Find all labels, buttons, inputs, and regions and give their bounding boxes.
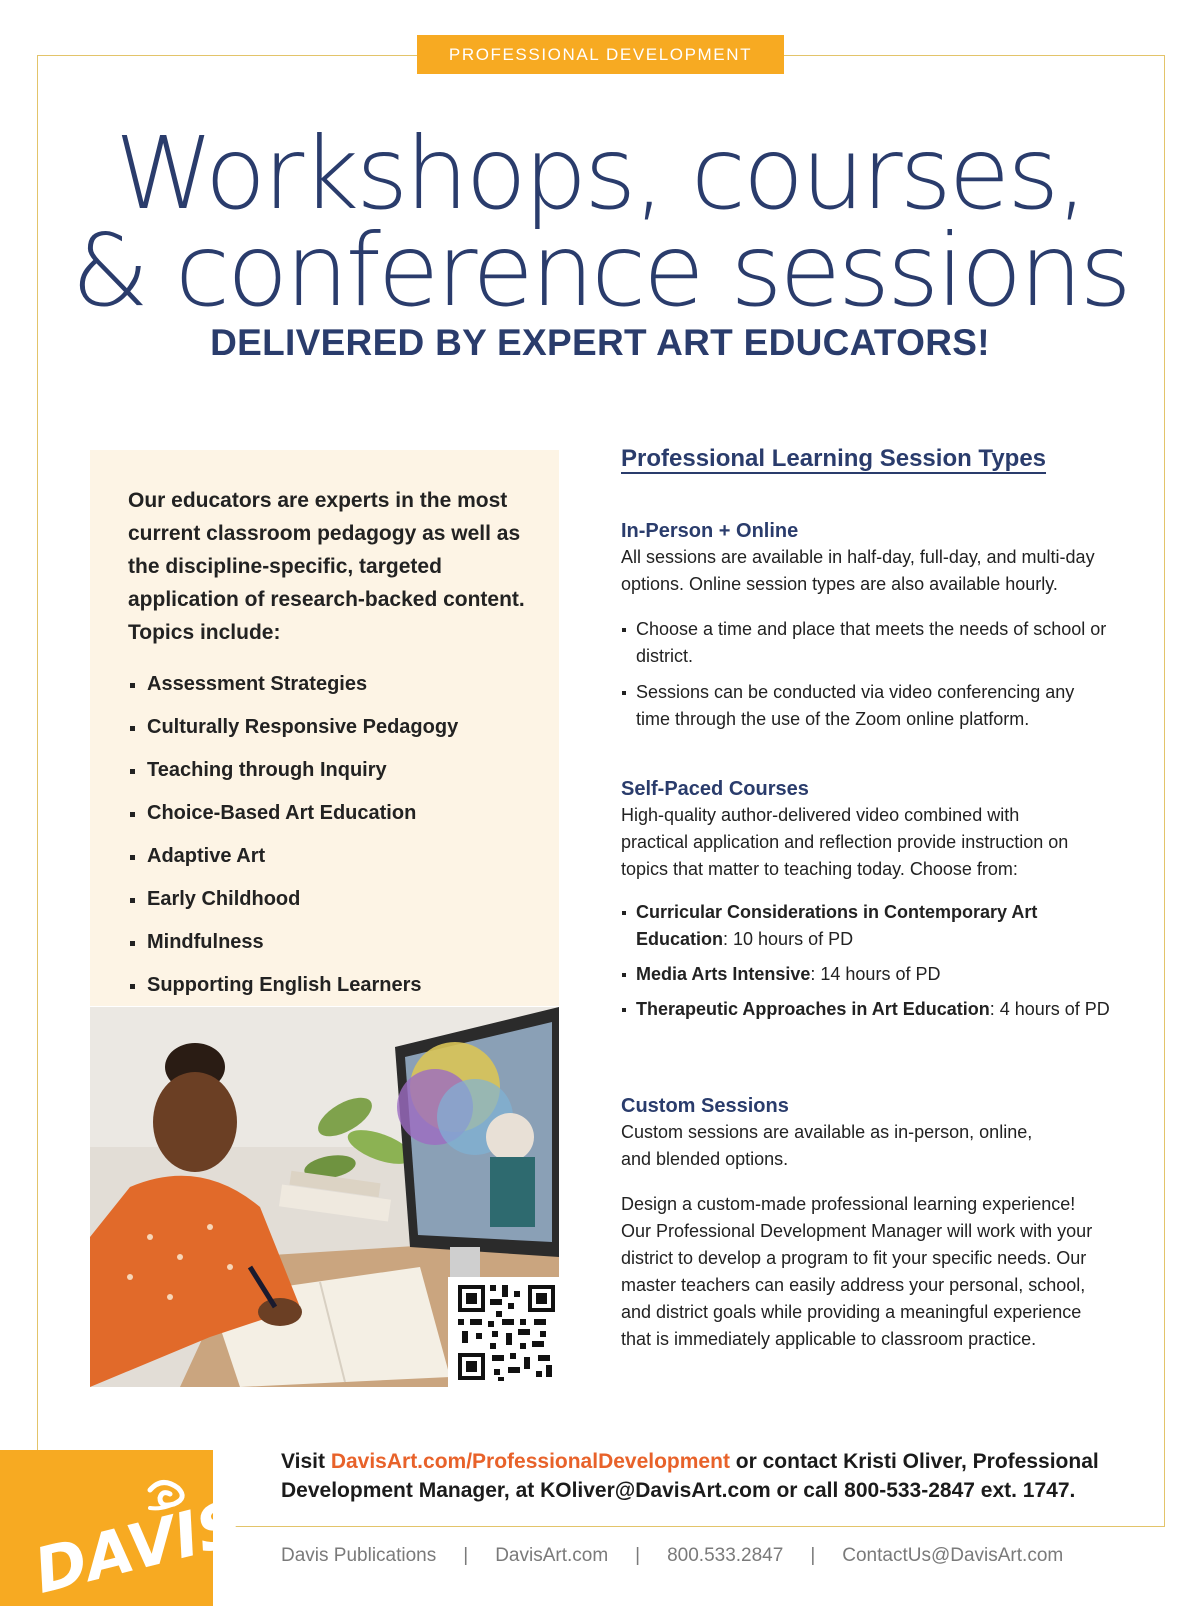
footer-separator: | — [635, 1545, 641, 1566]
custom-text-1: Custom sessions are available as in-person, online, and blended options. — [621, 1122, 1033, 1169]
footer — [281, 1545, 1063, 1567]
course-item — [621, 961, 1111, 988]
topic-item: Supporting English Learners — [128, 972, 529, 998]
topics-intro: Our educators are experts in the most current classroom pedagogy as well as the discipline-specific, targeted application of research-backed content. Topics include: — [128, 489, 525, 644]
qr-code-icon[interactable] — [448, 1277, 559, 1387]
topic-item: Adaptive Art — [128, 843, 529, 869]
topic-item: Teaching through Inquiry — [128, 757, 529, 783]
pd-website-link[interactable]: DavisArt.com/ProfessionalDevelopment — [330, 1450, 730, 1473]
topic-item: Assessment Strategies — [128, 671, 529, 697]
in-person-text: All sessions are available in half-day, full-day, and multi-day options. Online session types are also available hourly. — [621, 547, 1095, 594]
course-hours: : 14 hours of PD — [810, 964, 941, 984]
topic-item: Early Childhood — [128, 886, 529, 912]
contact-prefix: Visit — [281, 1450, 331, 1473]
course-item — [621, 899, 1111, 953]
contact-info — [281, 1447, 1131, 1505]
course-hours: : 10 hours of PD — [723, 929, 854, 949]
footer-company: Davis Publications — [281, 1545, 437, 1566]
self-paced-heading: Self-Paced Courses — [621, 778, 809, 800]
custom-text-2: Design a custom-made professional learning experience! Our Professional Development Manager will work with your district to develop a program to fit your specific needs. Our master teachers can easily address your personal, school, and district goals while providing a meaningful experience that is immediately applicable to classroom practice. — [621, 1194, 1093, 1349]
logo-text: DAVIS — [27, 1485, 250, 1608]
in-person-bullet: Sessions can be conducted via video conferencing any time through the use of the Zoom online platform. — [621, 679, 1111, 733]
self-paced-text: High-quality author-delivered video combined with practical application and reflection provide instruction on topics that matter to teaching today. Choose from: — [621, 805, 1069, 879]
topic-item: Mindfulness — [128, 929, 529, 955]
davis-logo-icon[interactable] — [0, 1450, 250, 1608]
topics-list — [128, 671, 529, 998]
course-hours: : 4 hours of PD — [989, 999, 1110, 1019]
custom-section — [621, 1093, 1111, 1353]
in-person-section — [621, 518, 1111, 733]
topic-item: Culturally Responsive Pedagogy — [128, 714, 529, 740]
contact-suffix: or contact Kristi Oliver, Professional Development Manager, at KOliver@DavisArt.com or call 800-533-2847 ext. 1747. — [281, 1450, 1099, 1502]
category-tag: PROFESSIONAL DEVELOPMENT — [417, 35, 784, 74]
topic-item: Choice-Based Art Education — [128, 800, 529, 826]
headline-line-2: & conference sessions — [71, 212, 1129, 329]
course-list — [621, 899, 1111, 1023]
footer-separator: | — [810, 1545, 816, 1566]
self-paced-section — [621, 776, 1111, 1023]
course-name: Curricular Considerations in Contemporary Art Education — [636, 902, 1038, 949]
subheadline: DELIVERED BY EXPERT ART EDUCATORS! — [210, 322, 990, 363]
topics-panel — [90, 450, 559, 1006]
custom-heading: Custom Sessions — [621, 1095, 789, 1117]
footer-phone[interactable]: 800.533.2847 — [667, 1545, 784, 1566]
footer-email-link[interactable]: ContactUs@DavisArt.com — [842, 1545, 1064, 1566]
course-item — [621, 996, 1111, 1023]
in-person-heading: In-Person + Online — [621, 520, 799, 542]
headline-line-1: Workshops, courses, — [114, 115, 1086, 232]
footer-website-link[interactable]: DavisArt.com — [495, 1545, 609, 1566]
course-name: Therapeutic Approaches in Art Education — [636, 999, 990, 1019]
in-person-bullets — [621, 616, 1111, 733]
footer-separator: | — [463, 1545, 469, 1566]
session-types-title: Professional Learning Session Types — [621, 445, 1047, 472]
course-name: Media Arts Intensive — [636, 964, 811, 984]
in-person-bullet: Choose a time and place that meets the needs of school or district. — [621, 616, 1111, 670]
